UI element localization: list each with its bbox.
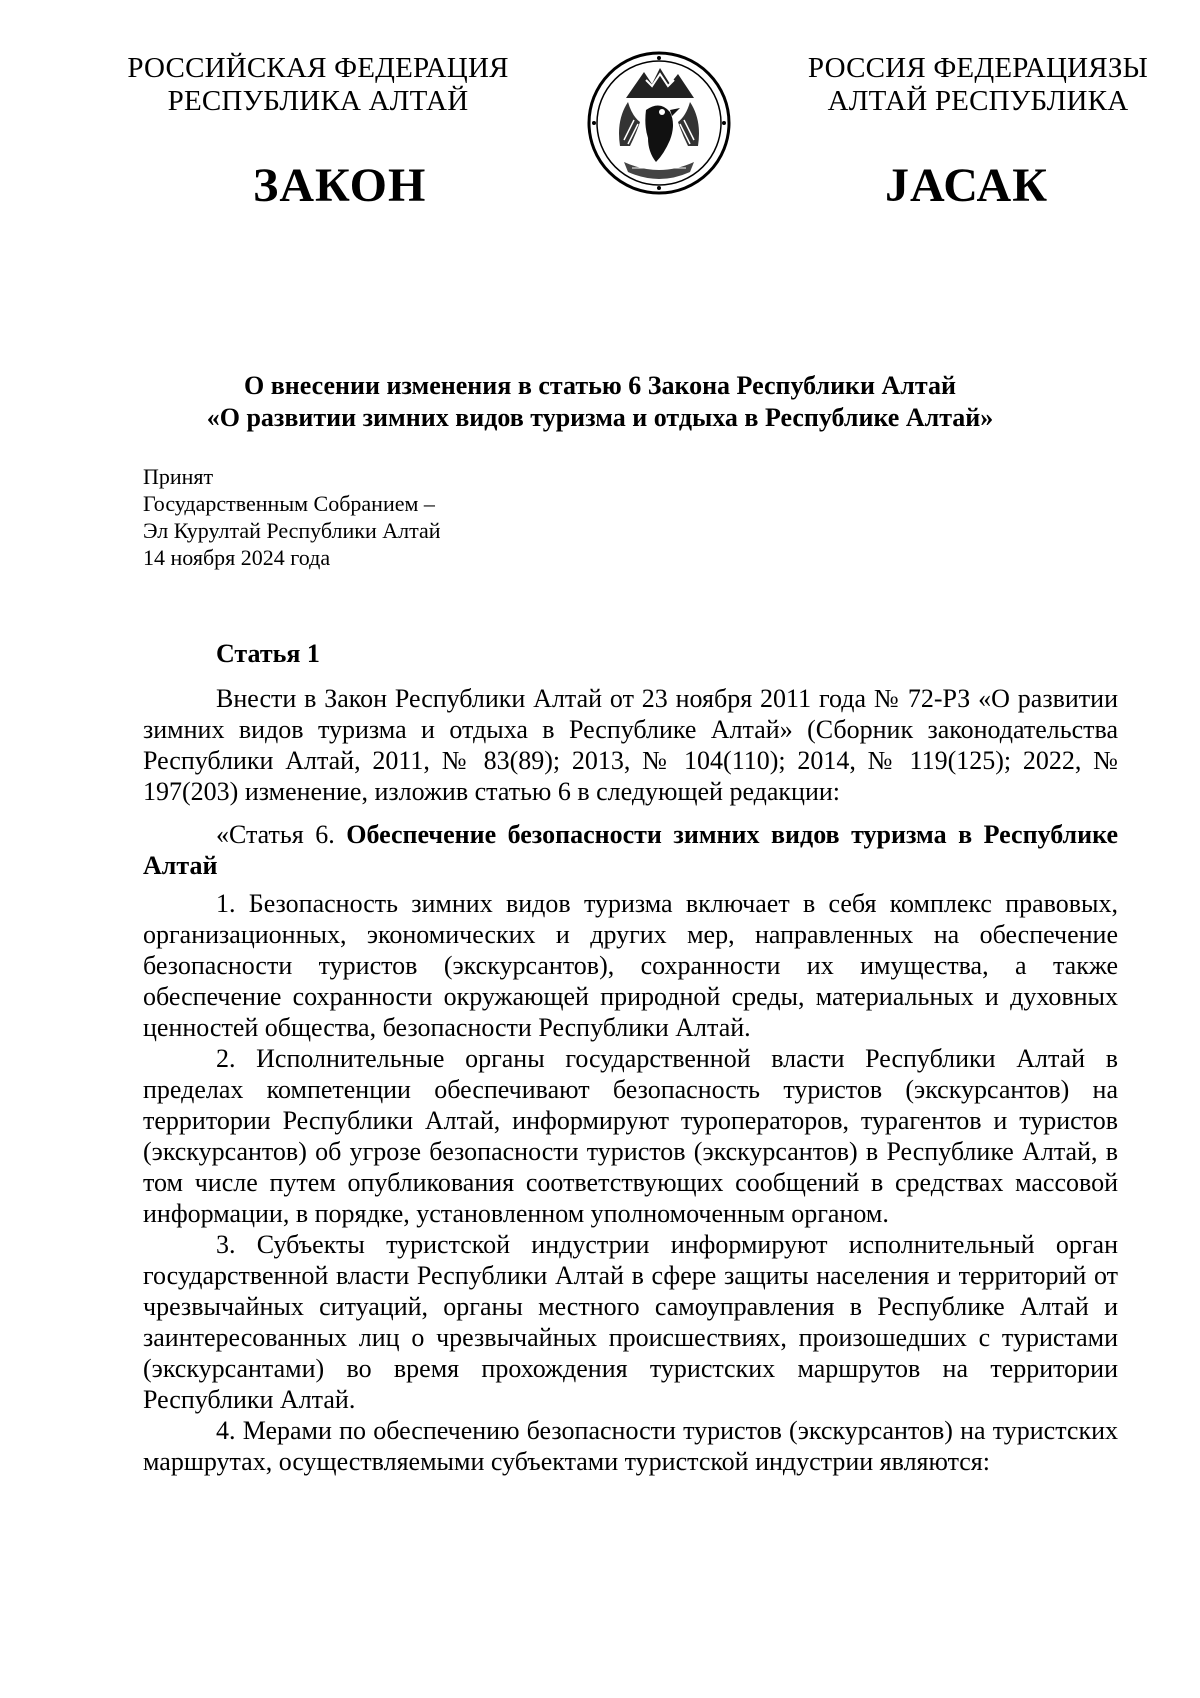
- law-label-altai: ЈАСАК: [885, 159, 1049, 212]
- adoption-line3: Эл Курултай Республики Алтай: [143, 518, 441, 543]
- header-right-line2: АЛТАЙ РЕСПУБЛИКА: [827, 85, 1129, 117]
- article-6-item-4: 4. Мерами по обеспечению безопасности туристов (экскурсантов) на туристских маршрутах, осуществляемыми субъектами туристской индустрии являются:: [143, 1416, 1118, 1476]
- article-1-heading: Статья 1: [216, 639, 320, 668]
- header-right: [778, 52, 1178, 118]
- law-label-russian: ЗАКОН: [253, 159, 427, 212]
- article-6-heading: [143, 819, 1118, 881]
- law-title-line1: О внесении изменения в статью 6 Закона Республики Алтай: [244, 371, 956, 400]
- law-title-line2: «О развитии зимних видов туризма и отдыха в Республике Алтай»: [206, 403, 994, 432]
- adoption-date: 14 ноября 2024 года: [143, 545, 331, 570]
- article-6-item-2: 2. Исполнительные органы государственной власти Республики Алтай в пределах компетенции обеспечивают безопасность туристов (экскурсантов) на территории Республики Алтай, информируют туроператоров, турагентов и туристов (экскурсантов) об угрозе безопасности туристов (экскурсантов) в Республике Алтай, в том числе путем опубликования соответствующих сообщений в средствах массовой информации, в порядке, установленном уполномоченным органом.: [143, 1044, 1118, 1228]
- coat-of-arms-icon: [586, 50, 732, 196]
- header-left-line2: РЕСПУБЛИКА АЛТАЙ: [167, 85, 469, 117]
- header-left: [118, 52, 518, 118]
- article-1-intro: Внести в Закон Республики Алтай от 23 ноября 2011 года № 72-РЗ «О развитии зимних видов туризма и отдыха в Республике Алтай» (Сборник законодательства Республики Алтай, 2011, № 83(89); 2013, № 104(110); 2014, № 119(125); 2022, № 197(203) изменение, изложив статью 6 в следующей редакции:: [143, 684, 1118, 806]
- header-right-line1: РОССИЯ ФЕДЕРАЦИЯЗЫ: [807, 52, 1149, 84]
- adoption-line1: Принят: [143, 464, 214, 489]
- article-1-body: [143, 683, 1118, 1477]
- header-left-line1: РОССИЙСКАЯ ФЕДЕРАЦИЯ: [127, 52, 509, 84]
- article-6-prefix: «Статья 6.: [216, 820, 335, 849]
- article-6-item-3: 3. Субъекты туристской индустрии информируют исполнительный орган государственной власти Республики Алтай в сфере защиты населения и территорий от чрезвычайных ситуаций, органы местного самоуправления в Республике Алтай и заинтересованных лиц о чрезвычайных происшествиях, произошедших с туристами (экскурсантами) во время прохождения туристских маршрутов на территории Республики Алтай.: [143, 1230, 1118, 1414]
- article-6-item-1: 1. Безопасность зимних видов туризма включает в себя комплекс правовых, организационных, экономических и других мер, направленных на обеспечение безопасности туристов (экскурсантов), сохранности их имущества, а также обеспечение сохранности окружающей природной среды, материальных и духовных ценностей общества, безопасности Республики Алтай.: [143, 889, 1118, 1042]
- law-title: [130, 370, 1070, 434]
- adoption-line2: Государственным Собранием –: [143, 491, 435, 516]
- article-6-title: Обеспечение безопасности зимних видов туризма в Республике Алтай: [143, 820, 1118, 880]
- adoption-block: [143, 463, 441, 571]
